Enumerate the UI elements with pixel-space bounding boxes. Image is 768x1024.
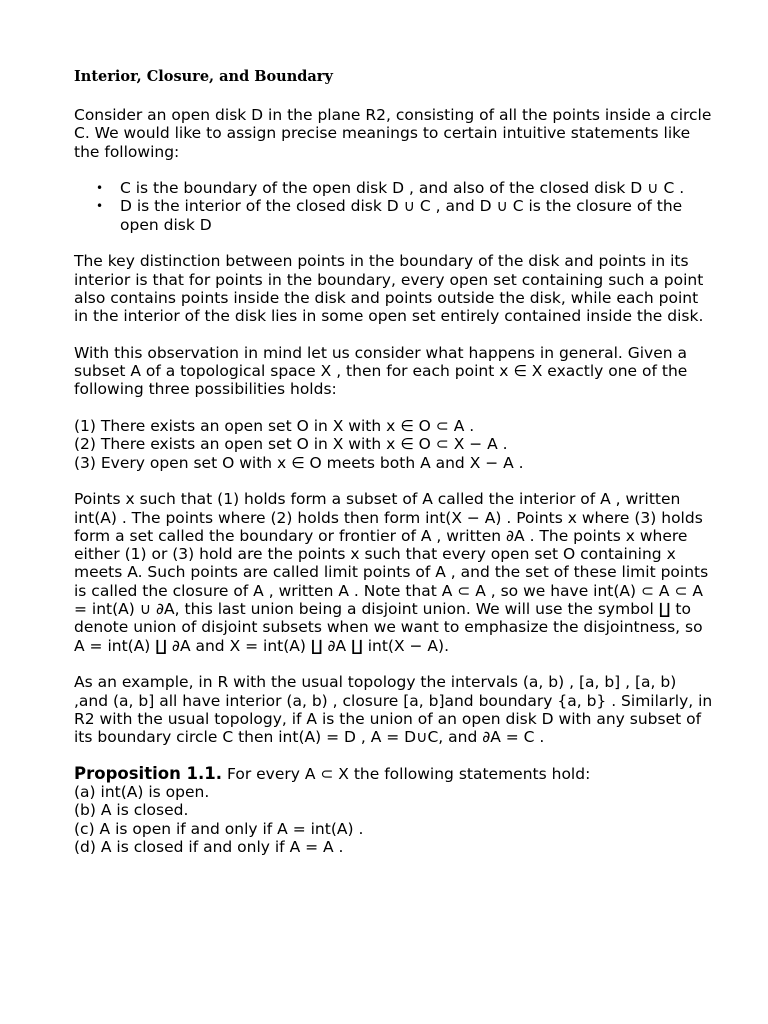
bullet-item (74, 197, 714, 234)
possibility-item: (2) There exists an open set O in X with x ∈ O ⊂ X − A . (74, 435, 508, 454)
proposition-lead: For every A ⊂ X the following statements hold: (222, 764, 591, 783)
bullet-icon: • (96, 181, 104, 196)
bullet-text: C is the boundary of the open disk D , and also of the closed disk D ∪ C . (120, 179, 685, 198)
key-distinction-paragraph: The key distinction between points in the boundary of the disk and points in its interior is that for points in the boundary, every open set containing such a point also contains points inside the disk and points outside the disk, while each point in the interior of the disk lies in some open set entirely contained inside the disk. (74, 252, 704, 326)
possibility-item: (1) There exists an open set O in X with x ∈ O ⊂ A . (74, 417, 475, 436)
bullet-list (74, 179, 714, 234)
possibility-item: (3) Every open set O with x ∈ O meets both A and X − A . (74, 453, 524, 472)
proposition-item: (b) A is closed. (74, 801, 189, 820)
observation-paragraph: With this observation in mind let us consider what happens in general. Given a subset A of a topological space X , then for each point x ∈ X exactly one of the following three possibilities holds: (74, 343, 688, 399)
bullet-item (74, 179, 714, 197)
possibilities-list (74, 417, 714, 472)
section-title: Interior, Closure, and Boundary (74, 68, 333, 85)
proposition-statement (74, 765, 714, 783)
example-paragraph: As an example, in R with the usual topology the intervals (a, b) , [a, b] , [a, b) ,and (a, b] all have interior (a, b) , closure [a, b]and boundary {a, b} . Similarly, in R2 with the usual topology, if A is the union of an open disk D with any subset of its boundary circle C then int(A) = D , A = D∪C, and ∂A = C . (74, 673, 713, 747)
proposition-item: (d) A is closed if and only if A = A . (74, 837, 344, 856)
proposition-heading: Proposition 1.1. (74, 763, 223, 783)
definitions-paragraph: Points x such that (1) holds form a subset of A called the interior of A , written int(A) . The points where (2) holds then form int(X − A) . Points x where (3) holds form a set called the boundary or frontier of A , written ∂A . The points x where either (1) or (3) hold are the points x such that every open set O containing x meets A. Such points are called limit points of A , and the set of these limit points is called the closure of A , written A . Note that A ⊂ A , so we have int(A) ⊂ A ⊂ A = int(A) ∪ ∂A, this last union being a disjoint union. We will use the symbol ∐ to denote union of disjoint subsets when we want to emphasize the disjointness, so A = int(A) ∐ ∂A and X = int(A) ∐ ∂A ∐ int(X − A). (74, 490, 709, 655)
bullet-text: D is the interior of the closed disk D ∪ C , and D ∪ C is the closure of the open disk D (120, 197, 683, 234)
proposition-block (74, 765, 714, 856)
proposition-item: (a) int(A) is open. (74, 782, 210, 801)
proposition-item: (c) A is open if and only if A = int(A) . (74, 819, 364, 838)
intro-paragraph: Consider an open disk D in the plane R2, consisting of all the points inside a circle C. We would like to assign precise meanings to certain intuitive statements like the following: (74, 106, 712, 161)
bullet-icon: • (96, 199, 104, 214)
document-page (74, 68, 714, 874)
